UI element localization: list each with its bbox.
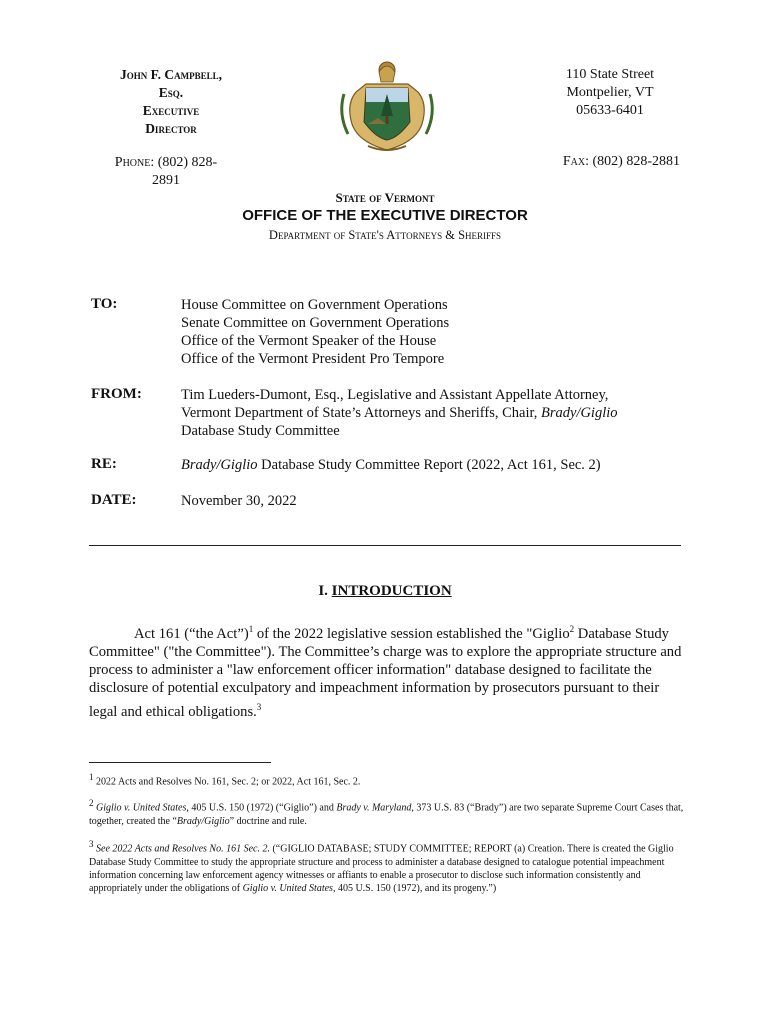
to-label: TO: <box>91 296 118 312</box>
department-name: Department of State's Attorneys & Sheriffs <box>268 228 502 242</box>
to-recipients <box>181 296 449 368</box>
recipient: Senate Committee on Government Operations <box>181 315 450 331</box>
divider <box>89 545 681 546</box>
office-address <box>540 66 680 120</box>
introduction-paragraph: Act 161 (“the Act”)$^1$ of the 2022 legislative session established the "Giglio$^2$ Database Study Committee" ("the Committee"). The Committee’s charge was to explore the appropriate structure and process to administer a "law enforcement officer information" database designed to facilitate the disclosure of potential exculpatory and impeachment information by prosecutors pursuant to their legal and ethical obligations.$^3$ <box>89 624 682 720</box>
memo-date: November 30, 2022 <box>181 493 297 509</box>
footnote-3: $^3$ See 2022 Acts and Resolves No. 161 Sec. 2. (“GIGLIO DATABASE; STUDY COMMITTEE; REPORT (a) Creation. There is created the Giglio Database Study Committee to study the appropriate structure and process to administer a database designed to catalogue potential impeachment information concerning law enforcement agency witnesses or affiants to enable a prosecutor to disclose such information consistently and appropriately under the obligations of Giglio v. United States, 405 U.S. 150 (1972), and its progeny.”) <box>89 839 674 894</box>
phone-number <box>96 154 236 190</box>
from-label: FROM: <box>91 386 142 402</box>
from-line: Vermont Department of State’s Attorneys and Sheriffs, Chair, Brady/Giglio <box>181 405 618 421</box>
recipient: House Committee on Government Operations <box>181 297 448 313</box>
recipient: Office of the Vermont President Pro Tempore <box>181 351 445 367</box>
name-line: Esq. <box>158 85 184 100</box>
from-line: Tim Lueders-Dumont, Esq., Legislative and Assistant Appellate Attorney, <box>181 387 609 403</box>
phone-line: 2891 <box>152 173 180 188</box>
re-label: RE: <box>91 456 117 472</box>
fax-number: Fax: (802) 828-2881 <box>562 154 680 169</box>
footnote-divider <box>89 762 271 763</box>
from-line: Database Study Committee <box>181 423 340 439</box>
address-line: Montpelier, VT <box>566 85 654 100</box>
state-name: State of Vermont <box>335 190 435 205</box>
phone-line: Phone: (802) 828- <box>114 155 218 170</box>
footnote-ref: 3 <box>256 701 262 712</box>
re-subject: Brady/Giglio Database Study Committee Report (2022, Act 161, Sec. 2) <box>181 457 601 473</box>
recipient: Office of the Vermont Speaker of the House <box>181 333 437 349</box>
office-title: OFFICE OF THE EXECUTIVE DIRECTOR <box>242 207 528 224</box>
footnote-ref: 1 <box>248 624 254 634</box>
address-line: 110 State Street <box>565 67 655 82</box>
section-heading: I. INTRODUCTION <box>318 583 452 599</box>
date-label: DATE: <box>91 492 137 508</box>
name-line: Executive <box>142 103 200 118</box>
vermont-seal-icon <box>338 54 436 154</box>
name-line: John F. Campbell, <box>119 67 222 82</box>
footnote-2: $^2$ Giglio v. United States, 405 U.S. 150 (1972) (“Giglio”) and Brady v. Maryland, 373 U.S. 83 (“Brady”) are two separate Supreme Court Cases that, together, created the “Brady/Giglio” doctrine and rule. <box>89 798 684 827</box>
from-sender <box>181 386 618 440</box>
executive-director-name <box>96 66 246 138</box>
name-line: Director <box>145 121 197 136</box>
footnote-1: $^1$ 2022 Acts and Resolves No. 161, Sec. 2; or 2022, Act 161, Sec. 2. <box>89 772 361 788</box>
footnote-ref: 2 <box>569 624 575 634</box>
address-line: 05633-6401 <box>576 103 644 118</box>
